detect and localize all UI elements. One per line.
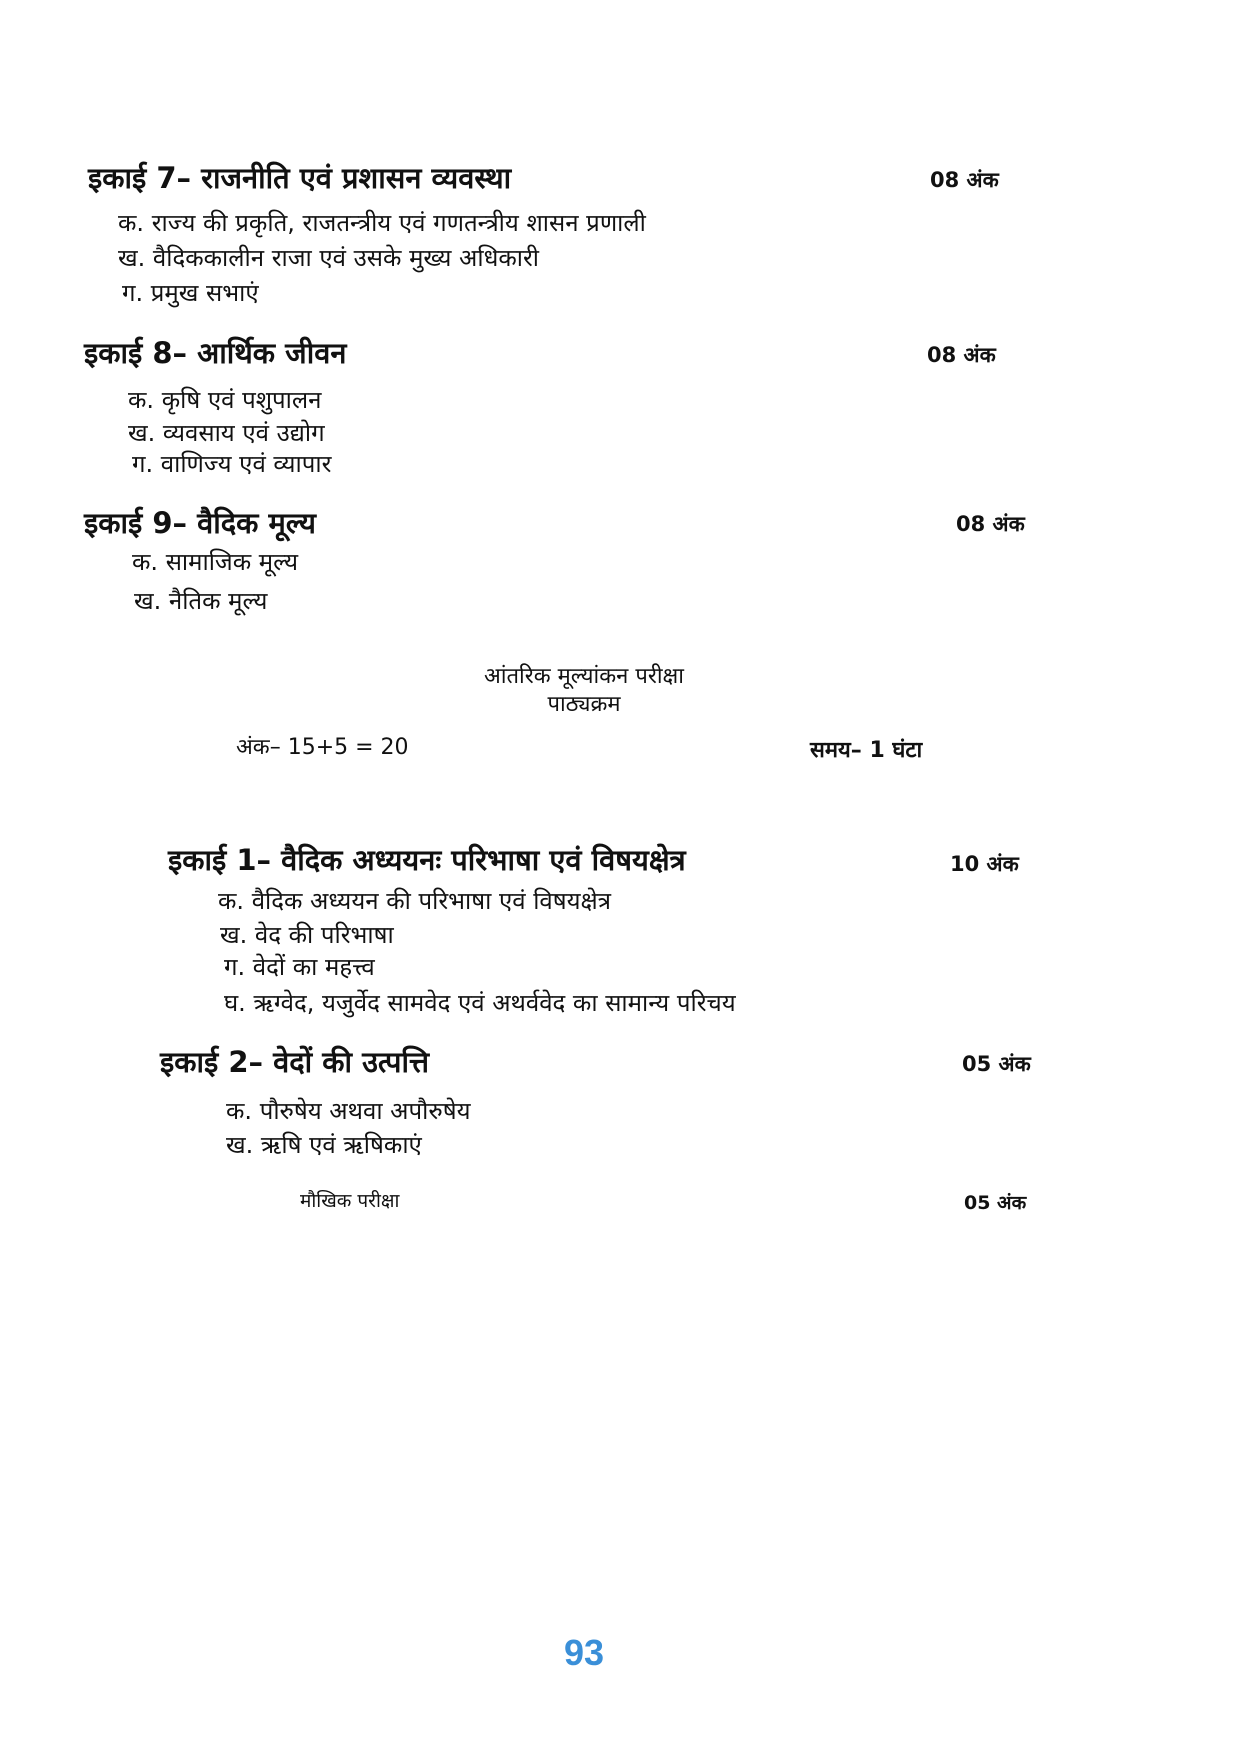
total-marks: अंक– 15+5 = 20 [236, 735, 409, 760]
internal-unit-1-item-1: क. वैदिक अध्ययन की परिभाषा एवं विषयक्षेत्र [218, 887, 612, 915]
unit-9-item-2: ख. नैतिक मूल्य [134, 587, 268, 615]
internal-unit-1-marks: 10 अंक [950, 852, 1019, 876]
internal-unit-1-item-4: घ. ऋग्वेद, यजुर्वेद सामवेद एवं अथर्ववेद का सामान्य परिचय [224, 989, 736, 1017]
internal-heading: आंतरिक मूल्यांकन परीक्षा [483, 664, 685, 689]
internal-unit-2-marks: 05 अंक [962, 1052, 1031, 1076]
unit-8-marks: 08 अंक [927, 343, 996, 367]
unit-8-item-1: क. कृषि एवं पशुपालन [128, 386, 322, 414]
unit-8-item-3: ग. वाणिज्य एवं व्यापार [132, 450, 332, 478]
unit-8-title: इकाई 8– आर्थिक जीवन [84, 336, 347, 370]
page-number: 93 [563, 1632, 605, 1673]
internal-unit-2-title: इकाई 2– वेदों की उत्पत्ति [160, 1045, 430, 1079]
internal-unit-1-item-3: ग. वेदों का महत्त्व [224, 953, 375, 981]
internal-unit-2-item-1: क. पौरुषेय अथवा अपौरुषेय [226, 1097, 471, 1125]
oral-exam-marks: 05 अंक [964, 1192, 1027, 1214]
oral-exam-label: मौखिक परीक्षा [300, 1190, 400, 1212]
syllabus-subheading: पाठ्यक्रम [547, 692, 621, 717]
internal-unit-2-item-2: ख. ऋषि एवं ऋषिकाएं [226, 1131, 422, 1159]
unit-7-item-1: क. राज्य की प्रकृति, राजतन्त्रीय एवं गणतन्त्रीय शासन प्रणाली [118, 209, 646, 237]
unit-9-title: इकाई 9– वैदिक मूल्य [84, 506, 316, 540]
internal-unit-1-item-2: ख. वेद की परिभाषा [220, 921, 394, 949]
unit-7-item-3: ग. प्रमुख सभाएं [122, 279, 259, 307]
unit-7-marks: 08 अंक [930, 168, 999, 192]
unit-9-item-1: क. सामाजिक मूल्य [132, 548, 299, 576]
unit-9-marks: 08 अंक [956, 512, 1025, 536]
unit-8-item-2: ख. व्यवसाय एवं उद्योग [128, 419, 325, 447]
exam-time: समय– 1 घंटा [810, 738, 923, 763]
unit-7-title: इकाई 7– राजनीति एवं प्रशासन व्यवस्था [88, 161, 512, 195]
unit-7-item-2: ख. वैदिककालीन राजा एवं उसके मुख्य अधिकारी [118, 244, 540, 272]
internal-unit-1-title: इकाई 1– वैदिक अध्ययनः परिभाषा एवं विषयक्षेत्र [168, 843, 686, 877]
